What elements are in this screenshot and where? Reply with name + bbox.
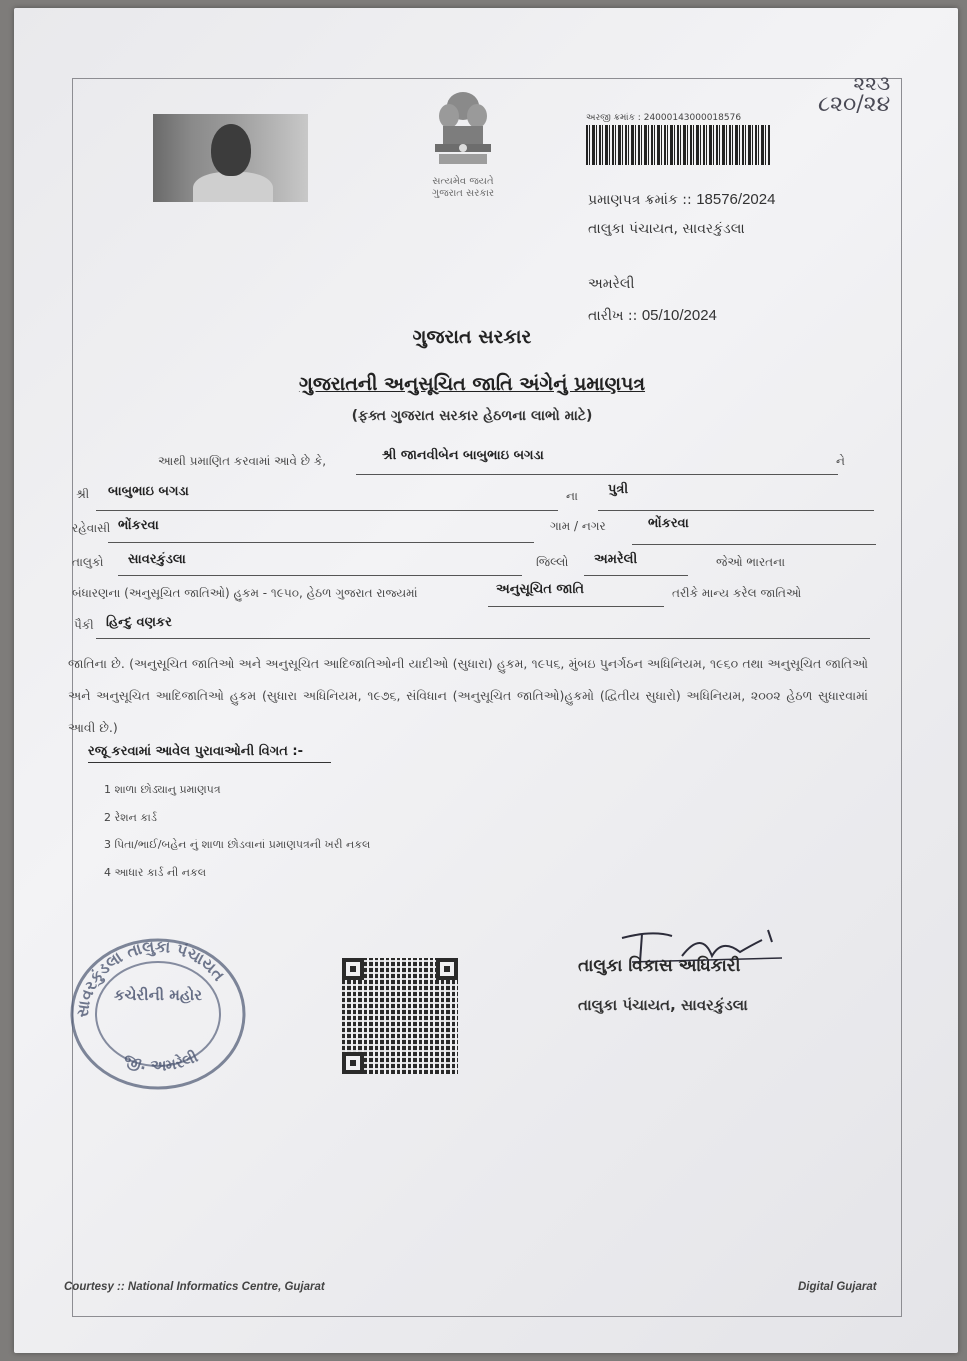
- handwritten-number: [818, 72, 890, 116]
- father-name: બાબુભાઇ બગડા: [108, 484, 189, 499]
- evidence-item: 3 પિતા/ભાઈ/બહેન નું શાળા છોડવાનાં પ્રમાણપત્રની ખરી નકલ: [104, 838, 371, 851]
- office-seal: [66, 934, 250, 1090]
- caste-value: હિન્દુ વણકર: [106, 615, 172, 630]
- district-value: અમરેલી: [594, 552, 638, 567]
- svg-text:જી. અમરેલી: [121, 1048, 201, 1075]
- relation-label: ના: [566, 489, 578, 503]
- emblem-gov-name: ગુજરાત સરકાર: [431, 188, 495, 199]
- father-name-line: [96, 510, 558, 511]
- caste-line: [96, 638, 870, 639]
- qr-finder-pattern: [342, 958, 364, 980]
- holder-name: શ્રી જાનવીબેન બાબુભાઇ બગડા: [382, 448, 544, 463]
- taluka-line: [118, 575, 522, 576]
- caste-prefix: પૈકી: [74, 618, 94, 632]
- applicant-photo: [153, 114, 308, 202]
- evidence-item: 2 રેશન કાર્ડ: [104, 811, 157, 824]
- national-emblem: [418, 86, 508, 199]
- district-label: જિલ્લો: [536, 555, 569, 569]
- resident-value: ભોંકરવા: [118, 518, 159, 533]
- issuing-district: અમરેલી: [588, 276, 635, 292]
- footer-brand: Digital Gujarat: [798, 1281, 877, 1293]
- evidence-heading: રજૂ કરવામાં આવેલ પુરાવાઓની વિગત :-: [88, 744, 331, 763]
- handwritten-number-line2: ૮૨૦/૨૪: [818, 92, 891, 117]
- certificate-number-value: 18576/2024: [696, 191, 776, 208]
- certificate-number: [588, 191, 775, 208]
- application-number-label: અરજી ક્રમાંક :: [586, 113, 641, 123]
- issue-date-value: 05/10/2024: [641, 307, 717, 324]
- seal-center-text: કચેરીની મહોર: [113, 986, 203, 1004]
- issuing-office: તાલુકા પંચાયત, સાવરકુંડલા: [588, 221, 745, 237]
- village-label: ગામ / નગર: [550, 519, 606, 533]
- certificate-number-label: પ્રમાણપત્ર ક્રમાંક ::: [588, 192, 692, 208]
- father-prefix: શ્રી: [76, 487, 90, 501]
- application-number-value: 24000143000018576: [643, 113, 742, 123]
- who-label: જેઓ ભારતના: [716, 555, 786, 569]
- recognized-label: તરીકે માન્ય કરેલ જાતિઓ: [672, 586, 802, 600]
- village-value: ભોંકરવા: [648, 516, 689, 531]
- category-value: અનુસૂચિત જાતિ: [496, 582, 585, 597]
- village-line: [632, 544, 876, 545]
- application-number: [586, 113, 741, 123]
- issue-date-label: તારીખ ::: [588, 308, 638, 324]
- legal-paragraph: જાતિના છે. (અનુસૂચિત જાતિઓ અને અનુસૂચિત આદિજાતિઓની યાદીઓ (સુધારા) હુકમ, ૧૯૫૬, મુંબઇ પુનર્ગઠન અધિનિયમ, ૧૯૬૦ તથા અનુસૂચિત જાતિઓ અને અનુસૂચિત આદિજાતિઓ હુકમ (સુધારા અધિનિયમ, ૧૯૭૬, સંવિધાન (અનુસૂચિત જાતિઓ)હુકમો (દ્વિતીય સુધારો) અધિનિયમ, ૨૦૦૨ હેઠળ સુધારવામાં આવી છે.): [68, 656, 868, 735]
- barcode: [586, 125, 770, 165]
- handwritten-number-line1: ૨૨૩: [853, 71, 891, 95]
- certify-prefix: આથી પ્રમાણિત કરવામાં આવે છે કે,: [158, 454, 327, 468]
- officer-title: તાલુકા વિકાસ અધિકારી: [578, 956, 741, 976]
- issue-date: [588, 307, 717, 324]
- ashoka-lion-icon: [425, 86, 501, 172]
- relation-line: [598, 510, 874, 511]
- seal-stamp-icon: [66, 934, 250, 1090]
- holder-name-suffix: ને: [836, 454, 845, 468]
- evidence-item: 1 શાળા છોડ્યાનુ પ્રમાણપત્ર: [104, 783, 221, 796]
- seal-top-text: સાવરકુંડલા તાલુકા પંચાયત: [72, 936, 229, 1019]
- officer-office: તાલુકા પંચાયત, સાવરકુંડલા: [578, 996, 748, 1014]
- category-line: [488, 606, 664, 607]
- certificate-subtitle: (ફક્ત ગુજરાત સરકાર હેઠળના લાભો માટે): [351, 408, 593, 424]
- order-text: બંધારણના (અનુસૂચિત જાતિઓ) હુકમ - ૧૯૫૦, હેઠળ ગુજરાત રાજ્યમાં: [72, 586, 418, 600]
- district-line: [584, 575, 688, 576]
- seal-bottom-text: જી. અમરેલી: [121, 1047, 201, 1075]
- footer-courtesy: Courtesy :: National Informatics Centre, Gujarat: [64, 1281, 325, 1293]
- taluka-label: તાલુકો: [72, 555, 104, 569]
- government-title: ગુજરાત સરકાર: [412, 326, 532, 348]
- resident-line: [108, 542, 534, 543]
- emblem-motto: સત્યમેવ જયતે: [432, 176, 494, 187]
- holder-name-line: [356, 474, 838, 475]
- qr-finder-pattern: [436, 958, 458, 980]
- relation-value: પુત્રી: [608, 482, 629, 497]
- taluka-value: સાવરકુંડલા: [128, 552, 186, 567]
- qr-code: [342, 958, 458, 1074]
- evidence-item: 4 આધાર કાર્ડ ની નકલ: [104, 866, 207, 879]
- certificate-title: ગુજરાતની અનુસૂચિત જાતિ અંગેનું પ્રમાણપત્ર: [298, 373, 646, 395]
- resident-label: રહેવાસી: [72, 521, 111, 535]
- qr-finder-pattern: [342, 1052, 364, 1074]
